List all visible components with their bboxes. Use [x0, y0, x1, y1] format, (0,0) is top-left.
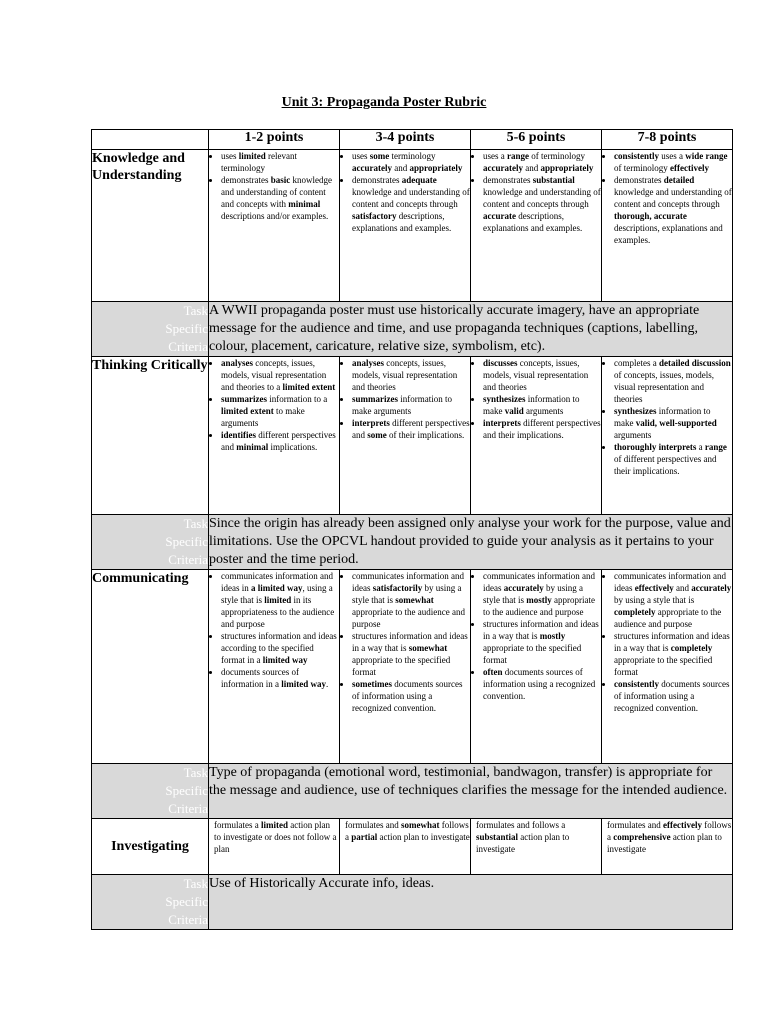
descriptor-text: accurately [503, 583, 544, 593]
descriptor-text: appropriate to the audience and purpose [352, 607, 465, 629]
descriptor-text: accurately [691, 583, 732, 593]
descriptor-text: some [369, 151, 390, 161]
descriptor-bullet [221, 393, 339, 429]
descriptor-bullet [352, 417, 470, 441]
descriptor-text: knowledge and understanding of content and concepts through [352, 187, 470, 209]
descriptor-text: often [483, 667, 503, 677]
column-header-7-8: 7-8 points [602, 130, 733, 150]
descriptor-bullet [483, 357, 601, 393]
descriptor-text: communicates information and ideas [483, 571, 595, 593]
task-label-word: Criteria [168, 801, 208, 816]
descriptor-bullet [614, 357, 732, 405]
descriptor-text: basic [270, 175, 291, 185]
rubric-body [92, 150, 733, 930]
criterion-label: Investigating [92, 819, 209, 875]
descriptor-text: follows a [607, 820, 732, 842]
descriptor-text: thoroughly interprets [614, 442, 697, 452]
descriptor-text: communicates information and ideas [352, 571, 464, 593]
descriptor-text: interprets [352, 418, 390, 428]
task-label-word: Task [183, 765, 208, 780]
descriptor-bullet [483, 174, 601, 234]
descriptor-text: mostly [539, 631, 566, 641]
task-label-word: Task [183, 303, 208, 318]
task-specific-row [92, 302, 733, 357]
task-specific-text: Use of Historically Accurate info, ideas. [209, 875, 733, 930]
descriptor-text: information to a [267, 394, 328, 404]
descriptor-text: demonstrates [221, 175, 271, 185]
descriptor-text: accurately [352, 163, 392, 173]
header-row [92, 130, 733, 150]
task-specific-label [92, 515, 209, 570]
descriptor-text: of terminology [614, 163, 670, 173]
descriptor-text: demonstrates [614, 175, 664, 185]
descriptor-cell-5-6-points [471, 570, 602, 764]
descriptor-text: documents sources of information using a recognized convention. [483, 667, 596, 701]
descriptor-text: uses a [483, 151, 507, 161]
descriptor-cell-5-6-points [471, 819, 602, 875]
descriptor-text: knowledge and understanding of content and concepts with [221, 175, 333, 209]
descriptor-text: different perspectives and their implications. [483, 418, 601, 440]
descriptor-bullet [614, 630, 732, 678]
column-header-5-6: 5-6 points [471, 130, 602, 150]
descriptor-text: detailed [663, 175, 695, 185]
descriptor-text: limited [238, 151, 266, 161]
descriptor-bullet [483, 393, 601, 417]
descriptor-text: demonstrates [483, 175, 533, 185]
descriptor-text: to make arguments [221, 406, 305, 428]
descriptor-text: arguments [523, 406, 564, 416]
task-label-word: Criteria [168, 912, 208, 927]
descriptor-bullet [483, 150, 601, 174]
descriptor-text: action plan to investigate [607, 832, 722, 854]
descriptor-text: , using a style that is [221, 583, 333, 605]
descriptor-text: appropriately [409, 163, 463, 173]
descriptor-text: information to make [483, 394, 580, 416]
descriptor-cell-5-6-points [471, 357, 602, 515]
descriptor-cell-7-8-points [602, 150, 733, 302]
descriptor-text: of their implications. [386, 430, 465, 440]
descriptor-text: limited way [281, 679, 326, 689]
descriptor-text: by using a style that is [352, 583, 462, 605]
descriptor-text: effectively [634, 583, 674, 593]
descriptor-bullet [614, 678, 732, 714]
descriptor-text: mostly [526, 595, 552, 605]
descriptor-bullet [352, 393, 470, 417]
descriptor-text: completely [670, 643, 713, 653]
descriptor-text: documents sources of information using a recognized convention. [614, 679, 730, 713]
descriptor-text: limited [260, 820, 288, 830]
task-label-word: Specific [165, 321, 208, 336]
descriptor-cell-1-2-points [209, 819, 340, 875]
task-specific-label [92, 302, 209, 357]
descriptor-list [209, 570, 339, 690]
descriptor-text: appropriate to the audience and purpose [483, 595, 595, 617]
descriptor-text: knowledge and understanding of content and concepts through [483, 187, 601, 209]
descriptor-text: uses [352, 151, 370, 161]
descriptor-cell-3-4-points [340, 570, 471, 764]
descriptor-text: and [391, 163, 410, 173]
descriptor-text: descriptions, explanations and examples. [352, 211, 452, 233]
descriptor-text: effectively [670, 163, 709, 173]
descriptor-text: detailed discussion [658, 358, 731, 368]
descriptor-list [340, 357, 470, 441]
task-label-word: Specific [165, 783, 208, 798]
descriptor-bullet [352, 357, 470, 393]
descriptor-bullet [614, 150, 732, 174]
descriptor-text: minimal [288, 199, 321, 209]
descriptor-bullet [221, 666, 339, 690]
descriptor-text: action plan to investigate [476, 832, 570, 854]
descriptor-text: thorough, accurate [614, 211, 687, 221]
descriptor-bullet [483, 570, 601, 618]
task-specific-label [92, 764, 209, 819]
descriptor-text: structures information and ideas in a way that is [352, 631, 468, 653]
descriptor-text: somewhat [400, 820, 440, 830]
descriptor-cell-7-8-points [602, 819, 733, 875]
descriptor-bullet [614, 174, 732, 246]
descriptor-text: concepts, issues, models, visual representation and theories to a [221, 358, 327, 392]
descriptor-text: follows a [345, 820, 469, 842]
descriptor-text: comprehensive [613, 832, 671, 842]
descriptor-text: valid, well-supported [635, 418, 717, 428]
descriptor-text: formulates and follows a [476, 820, 566, 830]
descriptor-bullet [352, 174, 470, 234]
descriptor-text: structures information and ideas according to the specified format in a [221, 631, 337, 665]
descriptor-text: relevant terminology [221, 151, 297, 173]
descriptor-text: concepts, issues, models, visual representation and theories [352, 358, 458, 392]
descriptor-text: concepts, issues, models, visual representation and theories [483, 358, 589, 392]
descriptor-bullet [221, 174, 339, 222]
descriptor-text: somewhat [395, 595, 434, 605]
descriptor-text: uses [221, 151, 239, 161]
task-specific-row [92, 515, 733, 570]
descriptor-text: structures information and ideas in a way that is [483, 619, 599, 641]
descriptor-text: somewhat [408, 643, 448, 653]
descriptor-text: and [522, 163, 541, 173]
descriptor-cell-7-8-points [602, 570, 733, 764]
criterion-row-thinking-critically [92, 357, 733, 515]
descriptor-text: a [696, 442, 705, 452]
descriptor-text: synthesizes [614, 406, 657, 416]
descriptor-text: formulates a [214, 820, 261, 830]
descriptor-cell-5-6-points [471, 150, 602, 302]
descriptor-text: in its appropriateness to the audience and purpose [221, 595, 335, 629]
descriptor-text: information to make [614, 406, 711, 428]
descriptor-text: different perspectives and [221, 430, 336, 452]
descriptor-text: communicates information and ideas in [221, 571, 333, 593]
descriptor-text: summarizes [352, 394, 398, 404]
descriptor-bullet [221, 429, 339, 453]
descriptor-text: formulates and [607, 820, 663, 830]
task-label-word: Criteria [168, 552, 208, 567]
task-specific-text: Type of propaganda (emotional word, testimonial, bandwagon, transfer) is appropriate for the message and audience, use of techniques clarifies the message for the intended audience. [209, 764, 733, 819]
rubric-table [91, 129, 733, 930]
descriptor-text: analyses [221, 358, 254, 368]
descriptor-text: appropriate to the audience and purpose [614, 607, 722, 629]
criterion-row-knowledge-and-understanding [92, 150, 733, 302]
task-label-word: Specific [165, 534, 208, 549]
descriptor-bullet [352, 630, 470, 678]
descriptor-text: terminology [389, 151, 436, 161]
descriptor-text: identifies [221, 430, 256, 440]
descriptor-bullet [221, 570, 339, 630]
descriptor-text: satisfactory [352, 211, 397, 221]
descriptor-text: descriptions, explanations and examples. [483, 211, 583, 233]
descriptor-text: appropriate to the specified format [483, 643, 582, 665]
descriptor-text: range [704, 442, 727, 452]
descriptor-text: sometimes [352, 679, 392, 689]
descriptor-list [602, 150, 732, 246]
descriptor-text: communicates information and ideas [614, 571, 726, 593]
column-header-1-2: 1-2 points [209, 130, 340, 150]
descriptor-cell-3-4-points [340, 357, 471, 515]
task-specific-label [92, 875, 209, 930]
descriptor-cell-1-2-points [209, 357, 340, 515]
criterion-label: Thinking Critically [92, 357, 209, 515]
descriptor-bullet [221, 630, 339, 666]
descriptor-list [209, 150, 339, 222]
column-header-3-4: 3-4 points [340, 130, 471, 150]
descriptor-text: limited extent [221, 406, 274, 416]
descriptor-cell-1-2-points [209, 150, 340, 302]
descriptor-bullet [352, 570, 470, 630]
descriptor-text: by using a style that is [483, 583, 583, 605]
descriptor-text: accurate [483, 211, 516, 221]
descriptor-text: arguments [614, 430, 652, 440]
descriptor-text: analyses [352, 358, 385, 368]
descriptor-text: formulates and [345, 820, 401, 830]
descriptor-text: minimal [236, 442, 269, 452]
task-label-word: Task [183, 516, 208, 531]
descriptor-text: information to make arguments [352, 394, 452, 416]
descriptor-text: partial [351, 832, 378, 842]
descriptor-text: satisfactorily [372, 583, 423, 593]
descriptor-text: a limited way [251, 583, 303, 593]
descriptor-list [471, 150, 601, 234]
descriptor-text: adequate [401, 175, 437, 185]
descriptor-text: summarizes [221, 394, 267, 404]
descriptor-text: substantial [476, 832, 519, 842]
descriptor-text: of terminology [529, 151, 585, 161]
descriptor-bullet [614, 570, 732, 630]
criterion-label: Knowledge and Understanding [92, 150, 209, 302]
descriptor-text: limited [264, 595, 292, 605]
descriptor-bullet [483, 618, 601, 666]
header-corner [92, 130, 209, 150]
descriptor-bullet [352, 150, 470, 174]
descriptor-text: descriptions, explanations and examples. [614, 223, 723, 245]
descriptor-text: completes a [614, 358, 659, 368]
descriptor-text: consistently [614, 151, 659, 161]
descriptor-list [340, 570, 470, 714]
task-label-word: Specific [165, 894, 208, 909]
descriptor-bullet [614, 405, 732, 441]
descriptor-text: some [367, 430, 387, 440]
descriptor-bullet [221, 150, 339, 174]
descriptor-list [602, 570, 732, 714]
descriptor-text: substantial [532, 175, 575, 185]
descriptor-text: different perspectives and [352, 418, 470, 440]
task-specific-row [92, 764, 733, 819]
criterion-row-communicating [92, 570, 733, 764]
descriptor-text: . [326, 679, 329, 689]
descriptor-text: of different perspectives and their implications. [614, 454, 717, 476]
descriptor-text: interprets [483, 418, 521, 428]
descriptor-text: limited extent [282, 382, 336, 392]
descriptor-text: range [507, 151, 529, 161]
descriptor-text: uses a [659, 151, 686, 161]
descriptor-text: of concepts, issues, models, visual representation and theories [614, 370, 714, 404]
descriptor-text: completely [614, 607, 656, 617]
descriptor-text: implications. [268, 442, 318, 452]
descriptor-bullet [483, 417, 601, 441]
descriptor-text: documents sources of information in a [221, 667, 299, 689]
descriptor-list [340, 150, 470, 234]
descriptor-text: wide range [685, 151, 728, 161]
descriptor-list [602, 357, 732, 477]
descriptor-text: descriptions and/or examples. [221, 211, 329, 221]
descriptor-bullet [614, 441, 732, 477]
task-specific-row [92, 875, 733, 930]
descriptor-text: limited way [262, 655, 308, 665]
descriptor-list [471, 357, 601, 441]
descriptor-text: appropriate to the specified format [614, 655, 713, 677]
descriptor-text: appropriate to the specified format [352, 655, 451, 677]
descriptor-text: structures information and ideas in a way that is [614, 631, 730, 653]
descriptor-text: demonstrates [352, 175, 402, 185]
descriptor-text: by using a style that is [614, 595, 695, 605]
task-specific-text: Since the origin has already been assigned only analyse your work for the purpose, value and limitations. Use the OPCVL handout provided to guide your analysis as it pertains to your poster and the time period. [209, 515, 733, 570]
task-label-word: Task [183, 876, 208, 891]
task-label-word: Criteria [168, 339, 208, 354]
descriptor-text: action plan to investigate [377, 832, 470, 842]
criterion-row-investigating [92, 819, 733, 875]
page-title: Unit 3: Propaganda Poster Rubric [281, 95, 487, 110]
descriptor-text: effectively [662, 820, 702, 830]
descriptor-text: knowledge and understanding of content and concepts through [614, 187, 732, 209]
descriptor-bullet [221, 357, 339, 393]
descriptor-cell-1-2-points [209, 570, 340, 764]
descriptor-list [209, 357, 339, 453]
descriptor-text: and [673, 583, 692, 593]
descriptor-text: accurately [483, 163, 523, 173]
descriptor-list [471, 570, 601, 702]
descriptor-cell-3-4-points [340, 819, 471, 875]
descriptor-text: appropriately [540, 163, 594, 173]
descriptor-text: discusses [483, 358, 518, 368]
descriptor-text: documents sources of information using a recognized convention. [352, 679, 463, 713]
descriptor-text: valid [504, 406, 524, 416]
descriptor-text: synthesizes [483, 394, 526, 404]
descriptor-bullet [352, 678, 470, 714]
task-specific-text: A WWII propaganda poster must use historically accurate imagery, have an appropriate message for the audience and time, and use propaganda techniques (captions, labelling, colour, placement, caricature, relative size, symbolism, etc). [209, 302, 733, 357]
descriptor-bullet [483, 666, 601, 702]
descriptor-cell-3-4-points [340, 150, 471, 302]
descriptor-cell-7-8-points [602, 357, 733, 515]
descriptor-text: consistently [614, 679, 659, 689]
criterion-label: Communicating [92, 570, 209, 764]
descriptor-text: action plan to investigate or does not follow a plan [214, 820, 337, 854]
